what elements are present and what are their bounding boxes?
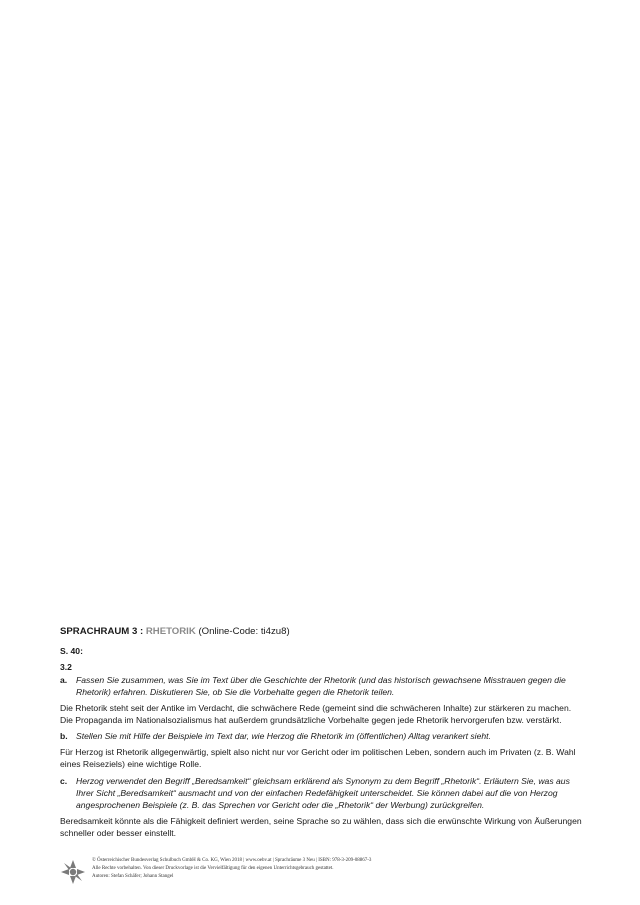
footer-copyright: © Österreichischer Bundesverlag Schulbuch GmbH & Co. KG, Wien 2018 | www.oebv.at | Sprachräume 3 Neu | ISBN: 978-3-209-08867-3 <box>92 858 372 863</box>
task-letter: a. <box>60 674 68 685</box>
task-question-text: Fassen Sie zusammen, was Sie im Text über die Geschichte der Rhetorik (und das historisch gewachsene Misstrauen gegen die Rhetorik) erfahren. Diskutieren Sie, ob Sie die Vorbehalte gegen die Rhetorik teilen. <box>76 674 566 698</box>
task-b-question <box>60 730 586 742</box>
page-footer <box>60 857 586 887</box>
task-a-question <box>60 674 586 699</box>
task-question-text: Herzog verwendet den Begriff „Beredsamkeit“ gleichsam erklärend als Synonym zu dem Begriff „Rhetorik“. Erläutern Sie, was aus Ihrer Sicht „Beredsamkeit“ ausmacht und von der einfachen Redefähigkeit unterscheidet. Sie können dabei auf die von Herzog angesprochenen Beispiele (z. B. das Sprechen vor Gericht oder die „Rhetorik“ der Werbung) zurückgreifen. <box>76 775 570 811</box>
oebv-logo-icon <box>60 859 86 885</box>
worksheet-content <box>60 625 586 844</box>
footer-rights: Alle Rechte vorbehalten. Von dieser Druckvorlage ist die Vervielfältigung für den eigenen Unterrichtsgebrauch gestattet. <box>92 866 334 871</box>
task-letter: b. <box>60 731 68 742</box>
task-c-question <box>60 775 586 812</box>
footer-authors: Autoren: Stefan Schäfer; Johann Stangel <box>92 874 174 879</box>
topic-title: RHETORIK <box>145 626 196 637</box>
task-b-answer: Für Herzog ist Rhetorik allgegenwärtig, spielt also nicht nur vor Gericht oder im politischen Leben, sondern auch im Privaten (z. B. Wahl eines Reiseziels) eine wichtige Rolle. <box>60 746 576 770</box>
task-a-answer: Die Rhetorik steht seit der Antike im Verdacht, die schwächere Rede (gemeint sind die schwächeren Inhalte) zur stärkeren zu machen. Die Propaganda im Nationalsozialismus hat außerdem grundsätzliche Vorbehalte gegen jede Rhetorik hervorgerufen bzw. verstärkt. <box>60 702 572 726</box>
task-question-text: Stellen Sie mit Hilfe der Beispiele im Text dar, wie Herzog die Rhetorik im (öffentlichen) Alltag verankert sieht. <box>76 731 491 742</box>
page-reference: S. 40: <box>60 646 83 656</box>
section-heading <box>60 625 586 638</box>
heading-separator: : <box>139 626 144 637</box>
online-code: (Online-Code: ti4zu8) <box>198 626 290 637</box>
task-c-answer: Beredsamkeit könnte als die Fähigkeit definiert werden, seine Sprache so zu wählen, dass sich die erwünschte Wirkung von Äußerungen schneller oder besser einstellt. <box>60 815 582 839</box>
exercise-number: 3.2 <box>60 662 72 673</box>
task-letter: c. <box>60 775 68 786</box>
series-title: SPRACHRAUM 3 <box>60 626 138 637</box>
footer-text <box>92 857 371 881</box>
